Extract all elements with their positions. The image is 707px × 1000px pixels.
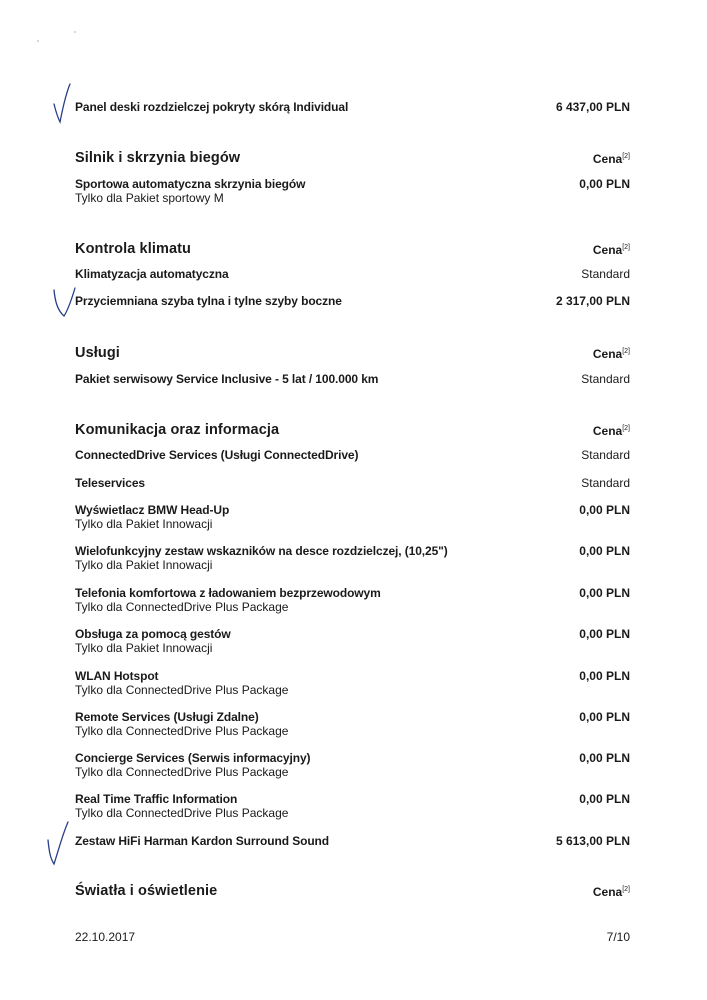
item-name: Pakiet serwisowy Service Inclusive - 5 lat / 100.000 km — [75, 372, 379, 386]
item-name: Wyświetlacz BMW Head-Up — [75, 503, 230, 517]
footnote-ref: [2] — [622, 153, 630, 160]
section-header — [75, 421, 630, 439]
footnote-ref: [2] — [622, 348, 630, 355]
item-note: Tylko dla ConnectedDrive Plus Package — [75, 600, 289, 614]
item-name: Telefonia komfortowa z ładowaniem bezprzewodowym — [75, 586, 381, 600]
line-item — [75, 710, 630, 738]
line-item — [75, 372, 630, 386]
line-item — [75, 267, 630, 281]
line-item — [75, 544, 630, 572]
item-name: Obsługa za pomocą gestów — [75, 627, 231, 641]
item-price: 0,00 PLN — [579, 627, 630, 641]
item-name: Remote Services (Usługi Zdalne) — [75, 710, 259, 724]
item-name: Zestaw HiFi Harman Kardon Surround Sound — [75, 834, 330, 848]
line-item — [75, 586, 630, 614]
cena-label: Cena[2] — [592, 885, 630, 899]
item-note: Tylko dla ConnectedDrive Plus Package — [75, 765, 289, 779]
item-note: Tylko dla Pakiet Innowacji — [75, 558, 213, 572]
line-item — [75, 503, 630, 531]
item-price: Standard — [581, 448, 630, 462]
footer-date: 22.10.2017 — [75, 930, 136, 944]
section-header — [75, 149, 630, 167]
cena-label: Cena[2] — [592, 152, 630, 166]
item-name: WLAN Hotspot — [75, 669, 159, 683]
item-price: 0,00 PLN — [579, 710, 630, 724]
handwritten-check-icon — [52, 284, 76, 320]
section-title: Komunikacja oraz informacja — [75, 422, 280, 438]
line-item — [75, 448, 630, 462]
footnote-ref: [2] — [622, 886, 630, 893]
footnote-ref: [2] — [622, 244, 630, 251]
line-item-top — [75, 100, 630, 114]
footer-page-number: 7/10 — [606, 930, 630, 944]
item-name: Klimatyzacja automatyczna — [75, 267, 229, 281]
item-note: Tylko dla Pakiet Innowacji — [75, 517, 213, 531]
line-item — [75, 751, 630, 779]
item-name: Panel deski rozdzielczej pokryty skórą Individual — [75, 100, 349, 114]
section-title: Światła i oświetlenie — [75, 883, 218, 899]
item-price: 0,00 PLN — [579, 586, 630, 600]
line-item — [75, 834, 630, 848]
item-price: 6 437,00 PLN — [555, 100, 630, 114]
scan-speck — [74, 31, 76, 33]
section-header — [75, 240, 630, 258]
line-item — [75, 177, 630, 205]
section-title: Silnik i skrzynia biegów — [75, 150, 241, 166]
item-price: 2 317,00 PLN — [555, 294, 630, 308]
cena-label: Cena[2] — [592, 424, 630, 438]
section-title: Kontrola klimatu — [75, 241, 191, 257]
footnote-ref: [2] — [622, 425, 630, 432]
line-item — [75, 476, 630, 490]
item-name: ConnectedDrive Services (Usługi ConnectedDrive) — [75, 448, 359, 462]
item-note: Tylko dla ConnectedDrive Plus Package — [75, 724, 289, 738]
item-price: 0,00 PLN — [579, 503, 630, 517]
item-note: Tylko dla ConnectedDrive Plus Package — [75, 683, 289, 697]
item-price: 5 613,00 PLN — [555, 834, 630, 848]
item-price: 0,00 PLN — [579, 792, 630, 806]
line-item — [75, 669, 630, 697]
item-price: 0,00 PLN — [579, 751, 630, 765]
item-price: Standard — [581, 267, 630, 281]
item-name: Wielofunkcyjny zestaw wskazników na desce rozdzielczej, (10,25") — [75, 544, 448, 558]
item-price: Standard — [581, 372, 630, 386]
item-price: Standard — [581, 476, 630, 490]
item-note: Tylko dla ConnectedDrive Plus Package — [75, 806, 289, 820]
line-item — [75, 294, 630, 308]
scan-speck — [37, 40, 39, 42]
cena-label: Cena[2] — [592, 243, 630, 257]
item-name: Concierge Services (Serwis informacyjny) — [75, 751, 311, 765]
item-price: 0,00 PLN — [579, 669, 630, 683]
handwritten-check-icon — [46, 820, 70, 866]
item-note: Tylko dla Pakiet Innowacji — [75, 641, 213, 655]
item-price: 0,00 PLN — [579, 177, 630, 191]
handwritten-check-icon — [52, 82, 72, 124]
line-item — [75, 792, 630, 820]
cena-label: Cena[2] — [592, 347, 630, 361]
section-header — [75, 882, 630, 900]
item-name: Sportowa automatyczna skrzynia biegów — [75, 177, 306, 191]
item-name: Teleservices — [75, 476, 145, 490]
section-header — [75, 344, 630, 362]
item-price: 0,00 PLN — [579, 544, 630, 558]
line-item — [75, 627, 630, 655]
item-name: Przyciemniana szyba tylna i tylne szyby boczne — [75, 294, 342, 308]
item-note: Tylko dla Pakiet sportowy M — [75, 191, 224, 205]
section-title: Usługi — [75, 345, 120, 361]
item-name: Real Time Traffic Information — [75, 792, 238, 806]
